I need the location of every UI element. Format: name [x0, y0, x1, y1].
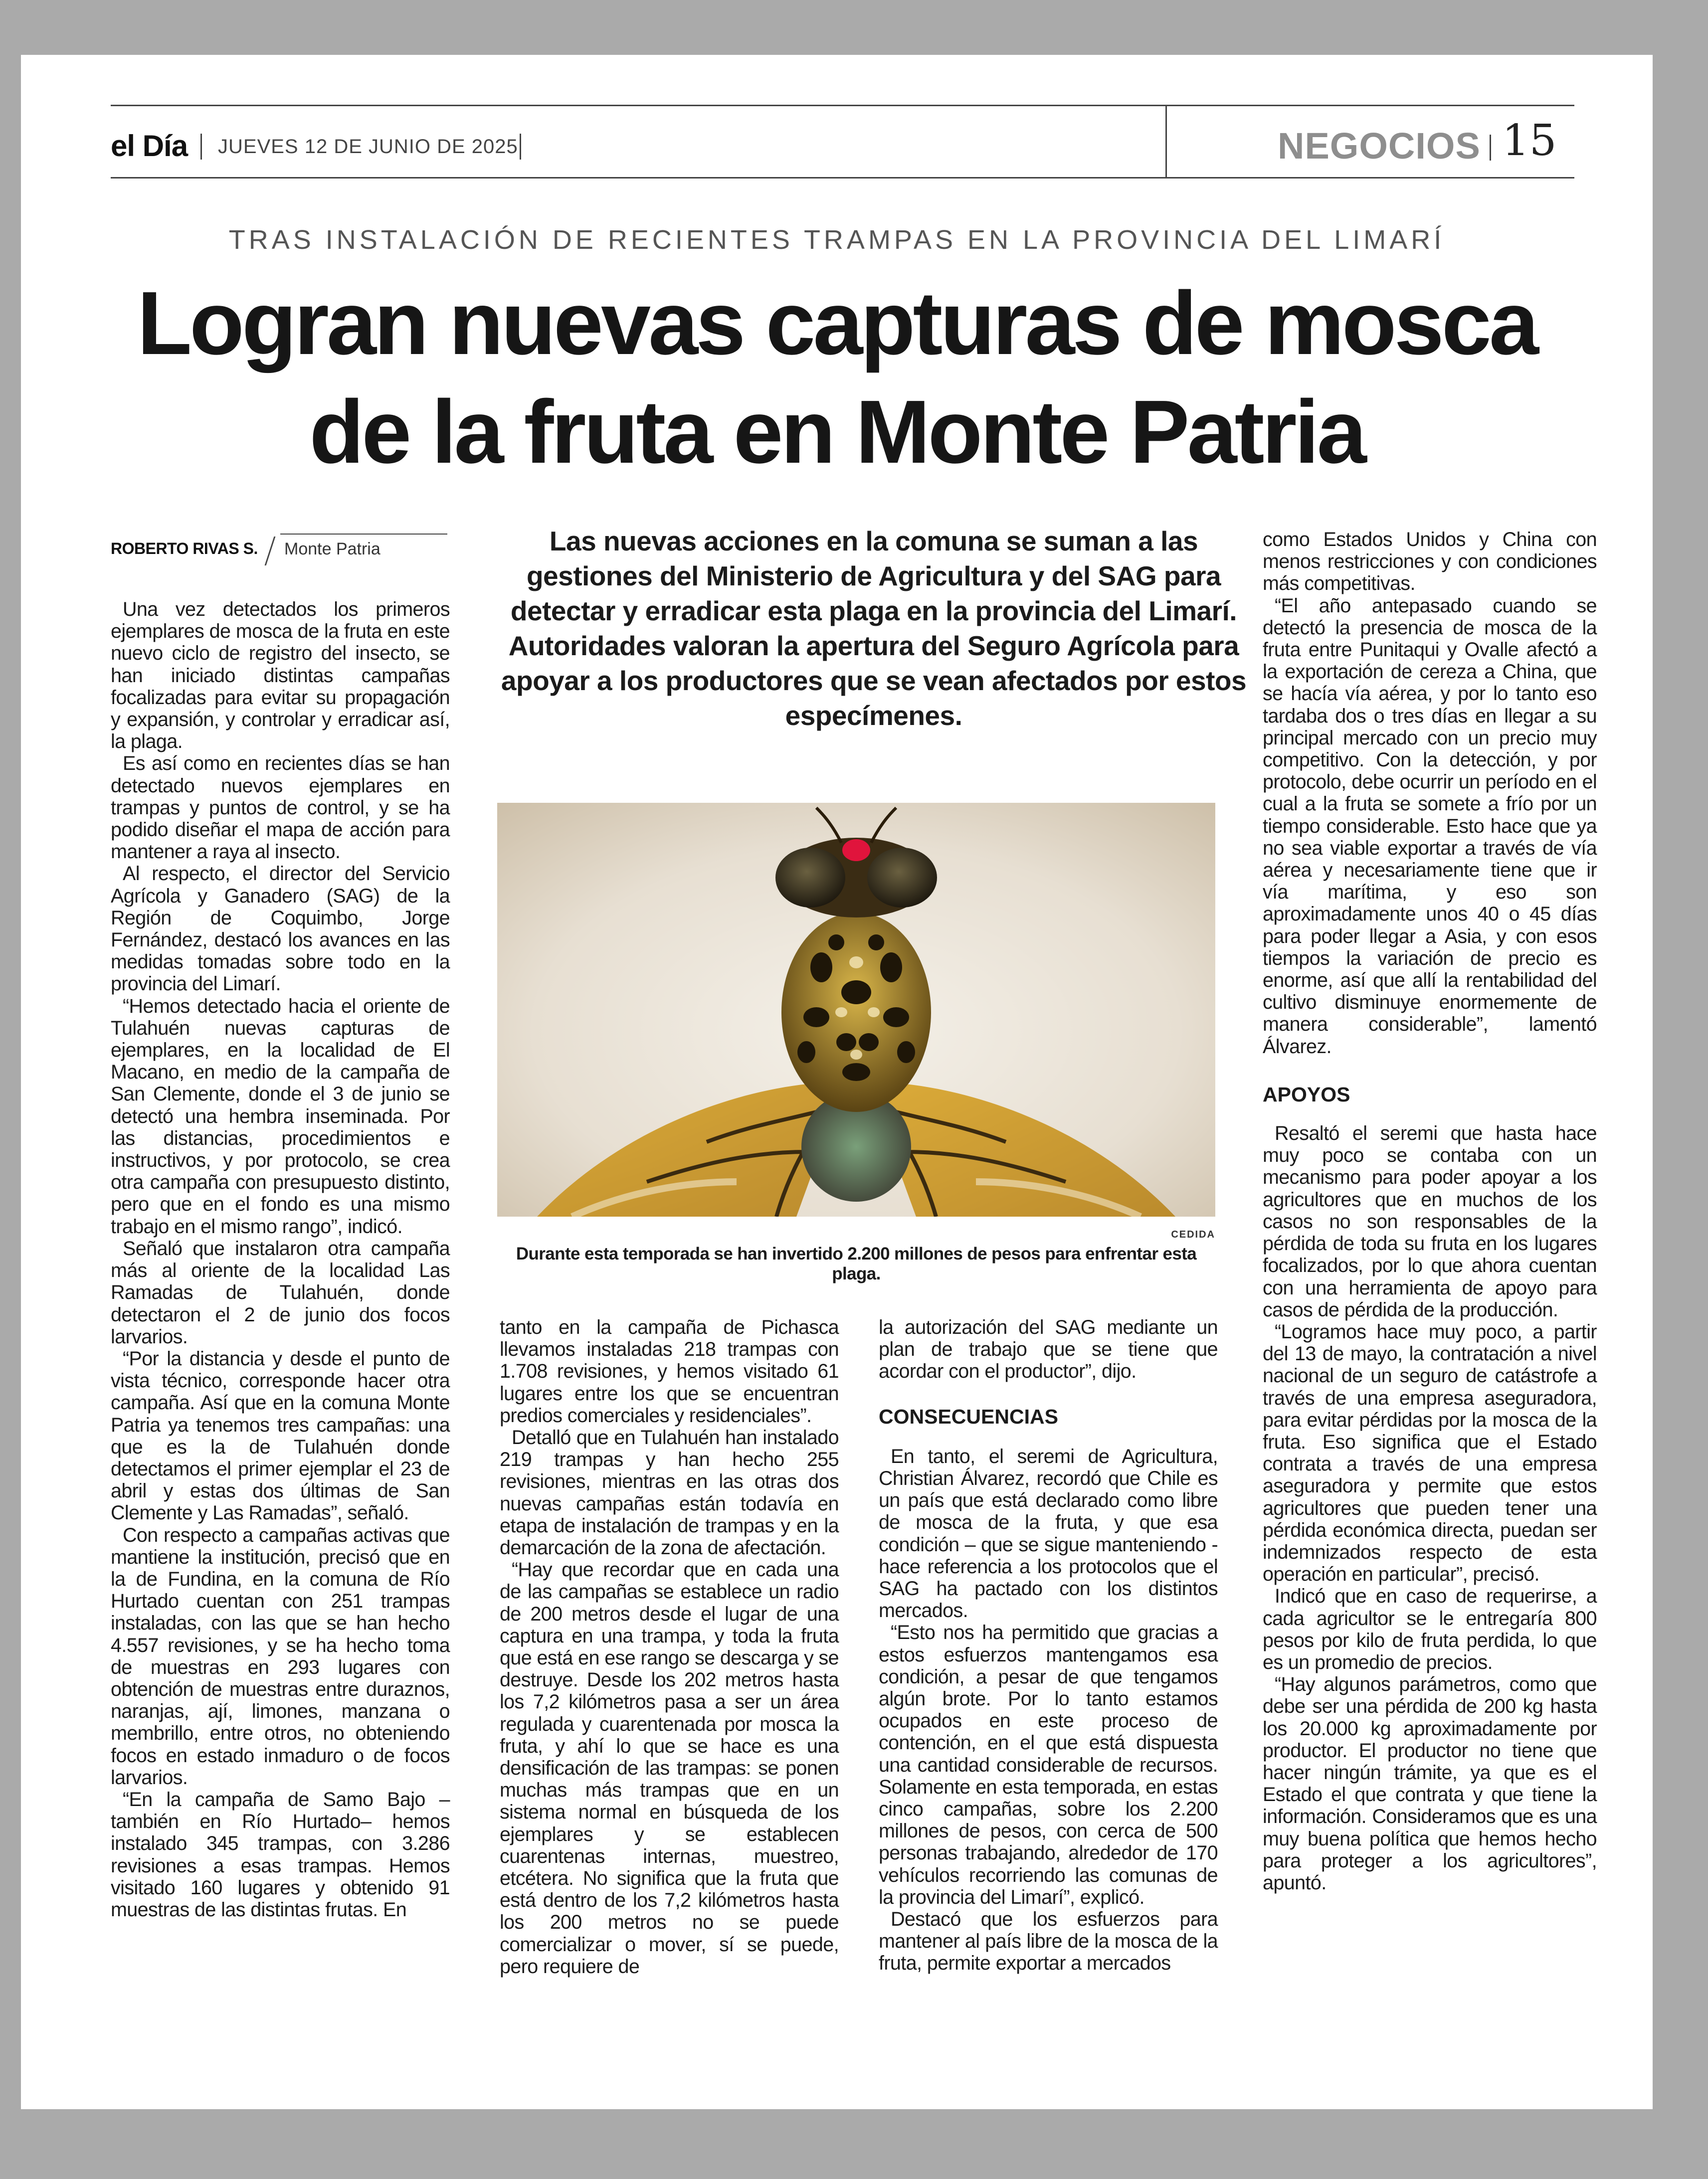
- paragraph: “Esto nos ha permitido que gracias a estos esfuerzos mantengamos esa condición, a pesar de que tengamos algún brote. Por lo tanto estamos ocupados en este proceso de contención, en el que está dispuesta una cantidad considerable de recursos. Solamente en esta temporada, en estas cinco campañas, sobre los 2.200 millones de pesos, con cerca de 500 personas trabajando, alrededor de 170 vehículos recorriendo las comunas de la provincia del Limarí”, explicó.: [879, 1622, 1218, 1908]
- paragraph: “Hemos detectado hacia el oriente de Tulahuén nuevas capturas de ejemplares, en la localidad de El Macano, en medio de la campaña de San Clemente, donde el 3 de junio se detectó una hembra inseminada. Por las distancias, procedimientos e instructivos, y por protocolo, se crea otra campaña con presupuesto distinto, pero que en el fondo es una mismo trabajo en el mismo rango”, indicó.: [111, 995, 450, 1238]
- article-headline: [81, 269, 1593, 487]
- headline-line-1: Logran nuevas capturas de mosca: [137, 273, 1537, 373]
- paragraph: Resaltó el seremi que hasta hace muy poco se contaba con un mecanismo para poder apoyar a los agricultores que en muchos de los casos no son responsables de la pérdida de toda su fruta en los lugares focalizados, por lo que ahora cuentan con una herramienta de apoyo para casos de pérdida de la producción.: [1263, 1122, 1597, 1321]
- paragraph: Es así como en recientes días se han detectado nuevos ejemplares en trampas y puntos de control, y se ha podido diseñar el mapa de acción para mantener a raya al insecto.: [111, 752, 450, 863]
- photo-caption: Durante esta temporada se han invertido 2.200 millones de pesos para enfrentar esta plaga.: [516, 1244, 1197, 1283]
- paragraph: Destacó que los esfuerzos para mantener al país libre de la mosca de la fruta, permite exportar a mercados: [879, 1908, 1218, 1975]
- byline-rule: [280, 534, 447, 535]
- article-subheadline: Las nuevas acciones en la comuna se suman a las gestiones del Ministerio de Agricultura y del SAG para detectar y erradicar esta plaga en la provincia del Limarí. Autoridades valoran la apertura del Seguro Agrícola para apoyar a los productores que se vean afectados por estos especímenes.: [501, 526, 1247, 731]
- paragraph: tanto en la campaña de Pichasca llevamos instaladas 218 trampas con 1.708 revisiones, y hemos visitado 61 lugares entre los que se encuentran predios comerciales y residenciales”.: [500, 1316, 839, 1427]
- paragraph: Con respecto a campañas activas que mantiene la institución, precisó que en la de Fundina, en la comuna de Río Hurtado cuentan con 251 trampas instaladas, con las que se han hecho 4.557 revisiones, y se ha hecho toma de muestras en 293 lugares con obtención de muestras entre duraznos, naranjas, ají, limones, manzana o membrillo, entre otros, no obteniendo focos en estado inmaduro o de focos larvarios.: [111, 1524, 450, 1789]
- photo-credit: CEDIDA: [1171, 1229, 1215, 1240]
- fruit-fly-image: [497, 803, 1215, 1217]
- article-column-4: [1263, 529, 1597, 1894]
- header-divider: [1165, 105, 1167, 179]
- paragraph: Detalló que en Tulahuén han instalado 219 trampas y han hecho 255 revisiones, mientras en las otras dos nuevas campañas están todavía en etapa de instalación de trampas y en la demarcación de la zona de afectación.: [500, 1427, 839, 1559]
- newspaper-logo: el Día: [111, 129, 188, 163]
- paragraph: Indicó que en caso de requerirse, a cada agricultor se le entregaría 800 pesos por kilo de fruta perdida, lo que es un promedio de precios.: [1263, 1585, 1597, 1673]
- paragraph: Al respecto, el director del Servicio Agrícola y Ganadero (SAG) de la Región de Coquimbo, Jorge Fernández, destacó los avances en las medidas tomadas sobre todo en la provincia del Limarí.: [111, 863, 450, 995]
- header-top-rule: [111, 105, 1574, 106]
- header-divider: [200, 134, 202, 160]
- paragraph: Señaló que instalaron otra campaña más al oriente de la localidad Las Ramadas de Tulahuén, donde detectaron el 2 de junio dos focos larvarios.: [111, 1237, 450, 1348]
- byline-divider: [265, 537, 276, 565]
- page-number: 15: [1502, 116, 1557, 166]
- paragraph: como Estados Unidos y China con menos restricciones y con condiciones más competitivas.: [1263, 529, 1597, 595]
- paragraph: “En la campaña de Samo Bajo –también en Río Hurtado– hemos instalado 345 trampas, con 3.286 revisiones a esas trampas. Hemos visitado 160 lugares y obtenido 91 muestras de las distintas frutas. En: [111, 1788, 450, 1921]
- paragraph: la autorización del SAG mediante un plan de trabajo que se tiene que acordar con el productor”, dijo.: [879, 1316, 1218, 1383]
- fruit-fly-photo: [497, 803, 1215, 1217]
- article-column-1: [111, 598, 450, 1921]
- newspaper-page: [21, 55, 1653, 2109]
- paragraph: En tanto, el seremi de Agricultura, Christian Álvarez, recordó que Chile es un país que está declarado como libre de mosca de la fruta, y que esa condición – que se sigue manteniendo - hace referencia a los protocolos que el SAG ha pactado con los distintos mercados.: [879, 1445, 1218, 1622]
- byline: [111, 534, 447, 568]
- paragraph: “Hay algunos parámetros, como que debe ser una pérdida de 200 kg hasta los 20.000 kg aproximadamente por productor. El productor no tiene que hacer ningún trámite, ya que es el Estado el que contrata y que tiene la información. Consideramos que es una muy buena política que hemos hecho para proteger a los agricultores”, apuntó.: [1263, 1673, 1597, 1894]
- paragraph: “Por la distancia y desde el punto de vista técnico, corresponde hacer otra campaña. Así que en la comuna Monte Patria ya tenemos tres campañas: una que es la de Tulahuén donde detectamos el primer ejemplar el 23 de abril y estas dos últimas de San Clemente y Las Ramadas”, señaló.: [111, 1347, 450, 1524]
- paragraph: “Logramos hace muy poco, a partir del 13 de mayo, la contratación a nivel nacional de un seguro de catástrofe a través de una empresa aseguradora, para evitar pérdidas por la mosca de la fruta. Eso significa que el Estado contrata a través de una empresa aseguradora y permite que estos agricultores que pueden tener una pérdida económica directa, puedan ser indemnizados respecto de esta operación en particular”, precisó.: [1263, 1320, 1597, 1586]
- article-column-3: [879, 1316, 1218, 1975]
- author-name: ROBERTO RIVAS S.: [111, 540, 258, 557]
- header-divider: [520, 134, 521, 160]
- header-bottom-rule: [111, 177, 1574, 179]
- dateline-location: Monte Patria: [284, 540, 380, 558]
- section-heading-apoyos: APOYOS: [1263, 1083, 1350, 1106]
- paragraph: “Hay que recordar que en cada una de las campañas se establece un radio de 200 metros desde el lugar de una captura en una trampa, y toda la fruta que está en ese rango se descarga y se destruye. Desde los 202 metros hasta los 7,2 kilómetros pasa a ser un área regulada y cuarentenada por mosca la fruta, y ahí lo que se hace es una densificación de las trampas: se ponen muchas más trampas que en un sistema normal en búsqueda de los ejemplares y se establecen cuarentenas internas, muestreo, etcétera. No significa que la fruta que está dentro de los 7,2 kilómetros hasta los 200 metros no se puede comercializar o mover, sí se puede, pero requiere de: [500, 1559, 839, 1978]
- paragraph: “El año antepasado cuando se detectó la presencia de mosca de la fruta entre Punitaqui y Ovalle afectó a la exportación de cereza a China, que se hacía vía aérea, y por lo tanto eso tardaba dos o tres días en llegar a su principal mercado con un precio muy competitivo. Con la detección, y por protocolo, debe ocurrir un período en el cual a la fruta se somete a frío por un tiempo considerable. Esto hace que ya no sea viable exportar a través de vía aérea y necesariamente tiene que ir vía marítima, y eso son aproximadamente unos 40 o 45 días para poder llegar a Asia, y con esos tiempos la variación de precio es enorme, así que allí la rentabilidad del cultivo disminuye enormemente de manera considerable”, lamentó Álvarez.: [1263, 594, 1597, 1058]
- headline-line-2: de la fruta en Monte Patria: [309, 382, 1364, 482]
- section-heading-consecuencias: CONSECUENCIAS: [879, 1405, 1058, 1428]
- header-divider: [1490, 135, 1491, 161]
- page-header: [111, 105, 1574, 180]
- article-column-2: [500, 1316, 839, 1978]
- article-kicker: TRAS INSTALACIÓN DE RECIENTES TRAMPAS EN LA PROVINCIA DEL LIMARÍ: [228, 225, 1445, 255]
- paragraph: Una vez detectados los primeros ejemplares de mosca de la fruta en este nuevo ciclo de registro del insecto, se han iniciado distintas campañas focalizadas para evitar su propagación y expansión, y controlar y erradicar así, la plaga.: [111, 598, 450, 753]
- section-name: NEGOCIOS: [1278, 125, 1481, 167]
- issue-date: JUEVES 12 DE JUNIO DE 2025: [218, 136, 518, 158]
